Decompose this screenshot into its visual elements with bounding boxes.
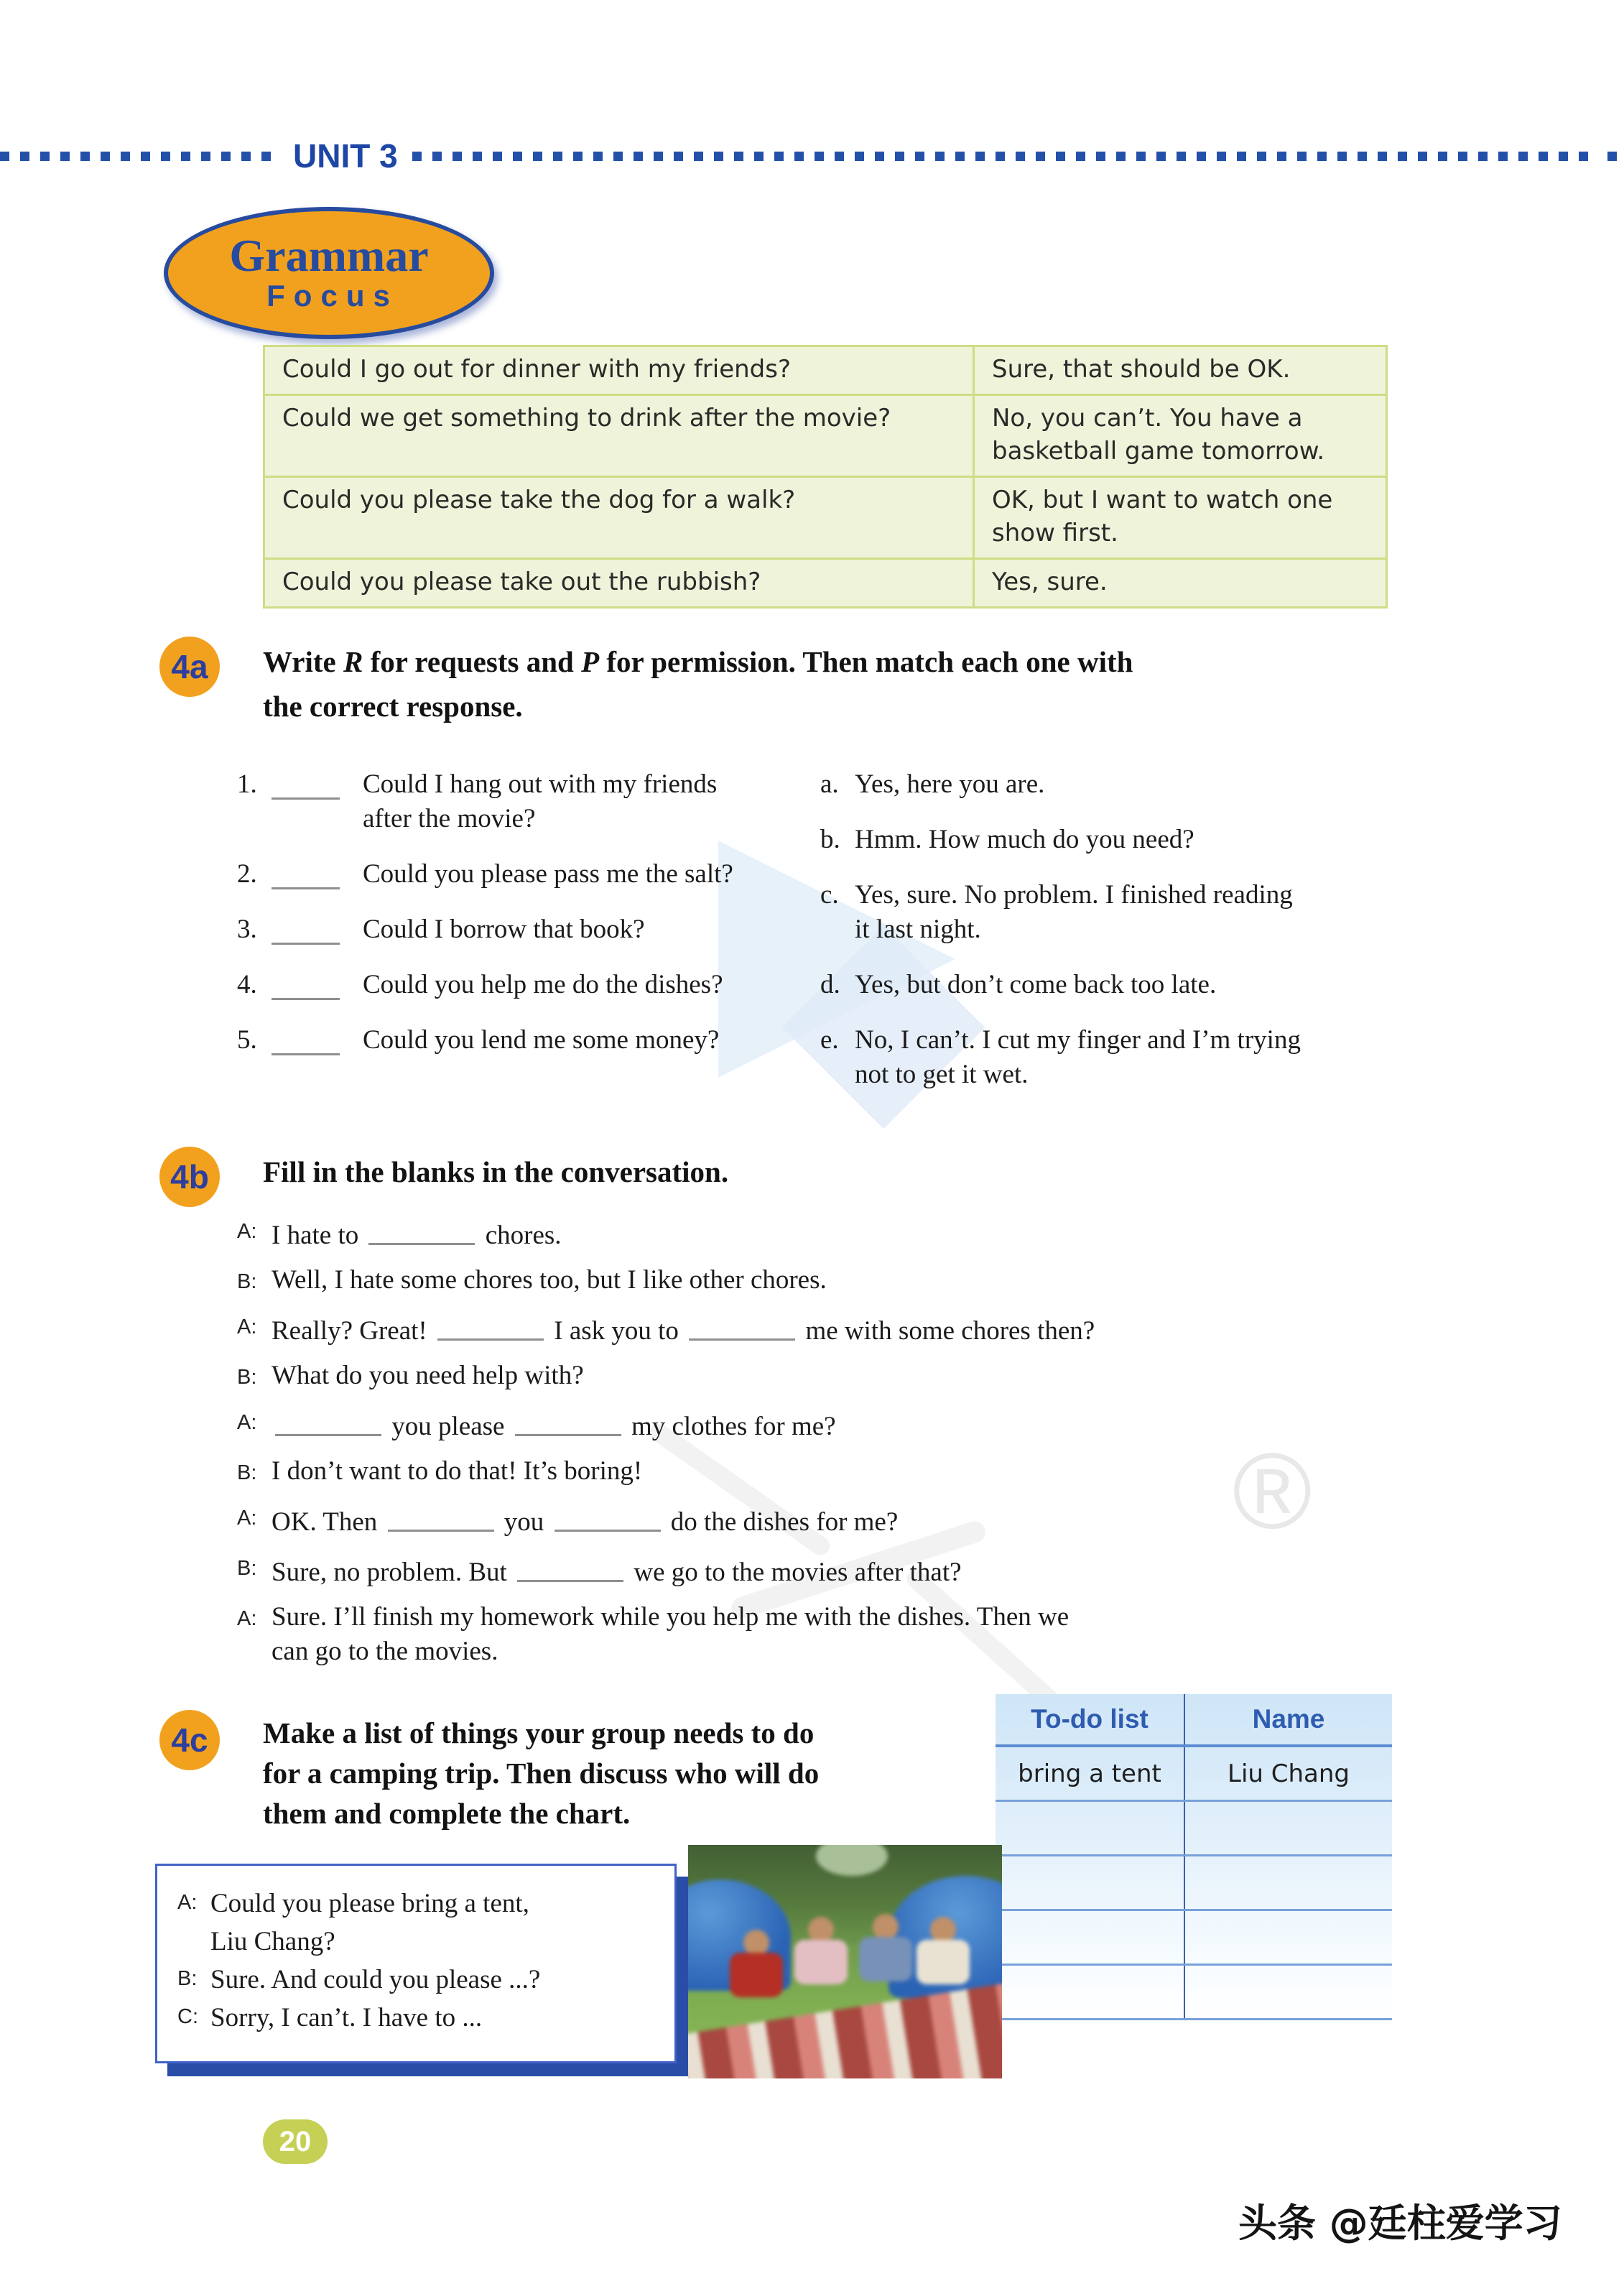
grammar-focus-title: Grammar [229, 230, 429, 281]
photo-kid-white-shirt [917, 1917, 970, 1984]
example-dialogue-box [155, 1864, 677, 2063]
dialogue-line [177, 1999, 659, 2037]
question-text: Could I hang out with my friends after the movie? [363, 769, 718, 833]
fill-in-blank [689, 1310, 795, 1341]
todo-task-cell [996, 1856, 1185, 1909]
response-letter: d. [820, 970, 840, 999]
instruction-line: the correct response. [263, 690, 523, 723]
grammar-answer: Yes, sure. [992, 568, 1108, 596]
dialogue-text: Sorry, I can’t. I have to ... [210, 2003, 483, 2032]
instruction-line: for a camping trip. Then discuss who will do [263, 1757, 820, 1790]
todo-row [996, 1802, 1392, 1856]
question-item [237, 1023, 819, 1058]
speaker-label: A: [237, 1507, 257, 1530]
question-number: 5. [237, 1025, 257, 1055]
todo-name-cell [1185, 1856, 1392, 1909]
response-text: Yes, sure. No problem. I finished reading it last night. [855, 880, 1293, 944]
grammar-question: Could you please take the dog for a walk? [265, 478, 975, 558]
response-letter: e. [820, 1025, 839, 1055]
conversation-text: Really? Great! I ask you to me with some chores then? [272, 1308, 1451, 1349]
todo-list-column-header: To-do list [996, 1694, 1185, 1744]
conversation-text: Well, I hate some chores too, but I like other chores. [272, 1265, 827, 1295]
question-item [237, 767, 819, 836]
response-item [820, 968, 1438, 1002]
conversation-text: Sure, no problem. But we go to the movies after that? [272, 1550, 1451, 1590]
grammar-question: Could you please take out the rubbish? [265, 560, 975, 606]
grammar-answer: OK, but I want to watch one show first. [992, 486, 1333, 547]
conversation-line [237, 1263, 1451, 1298]
name-column-header: Name [1252, 1704, 1325, 1734]
todo-task-cell: bring a tent [996, 1747, 1185, 1800]
fill-in-blank [275, 1405, 381, 1436]
response-letter: c. [820, 880, 839, 910]
section-4a-badge: 4a [159, 637, 220, 697]
conversation-text: I hate to chores. [272, 1213, 1451, 1253]
question-item [237, 912, 819, 947]
question-number: 1. [237, 769, 257, 799]
speaker-label: A: [237, 1411, 257, 1434]
conversation-line [237, 1308, 1451, 1349]
todo-task-cell [996, 1802, 1185, 1854]
todo-task-cell [996, 1911, 1185, 1964]
answer-blank [272, 912, 340, 945]
dotted-rule-left [0, 152, 279, 161]
speaker-label: B: [237, 1557, 257, 1580]
todo-task-cell [996, 1966, 1185, 2018]
todo-row [996, 1747, 1392, 1802]
todo-row [996, 1911, 1392, 1966]
dialogue-text: Sure. And could you please ...? [210, 1965, 541, 1994]
grammar-focus-badge [164, 207, 494, 339]
grammar-row [265, 347, 1386, 396]
fill-in-blank [517, 1551, 623, 1582]
response-text: Hmm. How much do you need? [855, 825, 1194, 854]
grammar-focus-subtitle: Focus [266, 279, 399, 313]
answer-blank [272, 857, 340, 889]
question-number: 3. [237, 915, 257, 944]
question-text: Could you lend me some money? [363, 1025, 720, 1055]
response-text: No, I can’t. I cut my finger and I’m trying not to get it wet. [855, 1025, 1301, 1089]
grammar-table [263, 345, 1388, 609]
page-number-badge: 20 [263, 2119, 328, 2164]
question-number: 2. [237, 859, 257, 889]
grammar-row [265, 560, 1386, 606]
grammar-row [265, 396, 1386, 478]
section-4b-badge: 4b [159, 1147, 220, 1207]
response-item [820, 767, 1438, 802]
todo-chart-header [996, 1694, 1392, 1747]
grammar-answer: No, you can’t. You have a basketball game tomorrow. [992, 404, 1325, 466]
todo-name-cell: Liu Chang [1228, 1759, 1350, 1788]
fill-in-blank [388, 1501, 494, 1532]
conversation-text: you please my clothes for me? [272, 1404, 1451, 1444]
speaker-label: A: [237, 1315, 257, 1338]
grammar-question: Could I go out for dinner with my friends? [265, 347, 975, 394]
todo-name-cell [1185, 1911, 1392, 1964]
conversation-line [237, 1359, 1451, 1394]
speaker-label: B: [177, 1967, 198, 1990]
match-questions-list [237, 767, 819, 1078]
answer-blank [272, 767, 340, 800]
todo-name-cell [1185, 1802, 1392, 1854]
dotted-rule-end-dot [1607, 152, 1617, 161]
question-text: Could I borrow that book? [363, 915, 645, 944]
response-text: Yes, here you are. [855, 769, 1045, 799]
speaker-label: A: [237, 1607, 257, 1630]
instruction-line: Make a list of things your group needs to do [263, 1716, 815, 1749]
fill-in-blank [515, 1405, 621, 1436]
conversation-line [237, 1499, 1451, 1540]
section-4c-badge: 4c [159, 1710, 220, 1770]
speaker-label: B: [237, 1461, 257, 1484]
conversation-fill-in [237, 1213, 1451, 1679]
unit-header [0, 137, 1624, 175]
response-item [820, 823, 1438, 857]
question-number: 4. [237, 970, 257, 999]
fill-in-blank [555, 1501, 661, 1532]
registered-trademark-watermark: ® [1233, 1430, 1312, 1551]
photo-kid-blue-shirt [859, 1914, 912, 1981]
match-responses-list [820, 767, 1438, 1113]
grammar-question: Could we get something to drink after the movie? [265, 396, 975, 476]
speaker-label: A: [237, 1220, 257, 1243]
section-4b-instruction: Fill in the blanks in the conversation. [263, 1155, 729, 1188]
speaker-label: B: [237, 1270, 257, 1293]
answer-blank [272, 1023, 340, 1055]
question-text: Could you please pass me the salt? [363, 859, 733, 889]
conversation-line [237, 1404, 1451, 1444]
todo-row [996, 1966, 1392, 2020]
answer-blank [272, 968, 340, 1000]
speaker-label: C: [177, 2005, 198, 2028]
dialogue-line [177, 1884, 659, 1961]
instruction-line: Write R for requests and P for permission. Then match each one with [263, 645, 1133, 678]
response-item [820, 1023, 1438, 1092]
dotted-rule-right [412, 152, 1589, 161]
conversation-line [237, 1600, 1451, 1669]
speaker-label: B: [237, 1366, 257, 1389]
todo-chart-rows [996, 1747, 1392, 2020]
camping-photo [688, 1845, 1002, 2078]
fill-in-blank [368, 1214, 475, 1245]
speaker-label: A: [177, 1891, 198, 1914]
camping-photo-scene [688, 1845, 1002, 2078]
conversation-line [237, 1213, 1451, 1253]
conversation-text: What do you need help with? [272, 1361, 584, 1390]
fill-in-blank [437, 1310, 544, 1341]
grammar-answer: Sure, that should be OK. [992, 355, 1291, 384]
conversation-text: Sure. I’ll finish my homework while you help me with the dishes. Then we can go to the movies. [272, 1602, 1069, 1666]
instruction-line: them and complete the chart. [263, 1797, 631, 1830]
conversation-line [237, 1550, 1451, 1590]
todo-name-cell [1185, 1966, 1392, 2018]
response-letter: b. [820, 825, 840, 854]
response-item [820, 878, 1438, 947]
todo-row [996, 1856, 1392, 1911]
photo-kid-pink-shirt [794, 1917, 848, 1984]
question-item [237, 968, 819, 1002]
section-4a-instruction [263, 639, 1383, 729]
conversation-line [237, 1454, 1451, 1489]
grammar-row [265, 478, 1386, 560]
question-text: Could you help me do the dishes? [363, 970, 723, 999]
response-letter: a. [820, 769, 839, 799]
dialogue-text: Could you please bring a tent, Liu Chang? [210, 1889, 529, 1956]
photo-kid-red-shirt [730, 1930, 783, 1997]
dialogue-line [177, 1961, 659, 1999]
conversation-text: OK. Then you do the dishes for me? [272, 1499, 1451, 1540]
unit-title: UNIT 3 [293, 137, 398, 175]
conversation-text: I don’t want to do that! It’s boring! [272, 1456, 643, 1486]
toutiao-watermark: 头条 @廷柱爱学习 [1238, 2201, 1562, 2246]
question-item [237, 857, 819, 892]
section-4c-instruction [263, 1713, 988, 1833]
response-text: Yes, but don’t come back too late. [855, 970, 1217, 999]
todo-chart [996, 1694, 1392, 2026]
